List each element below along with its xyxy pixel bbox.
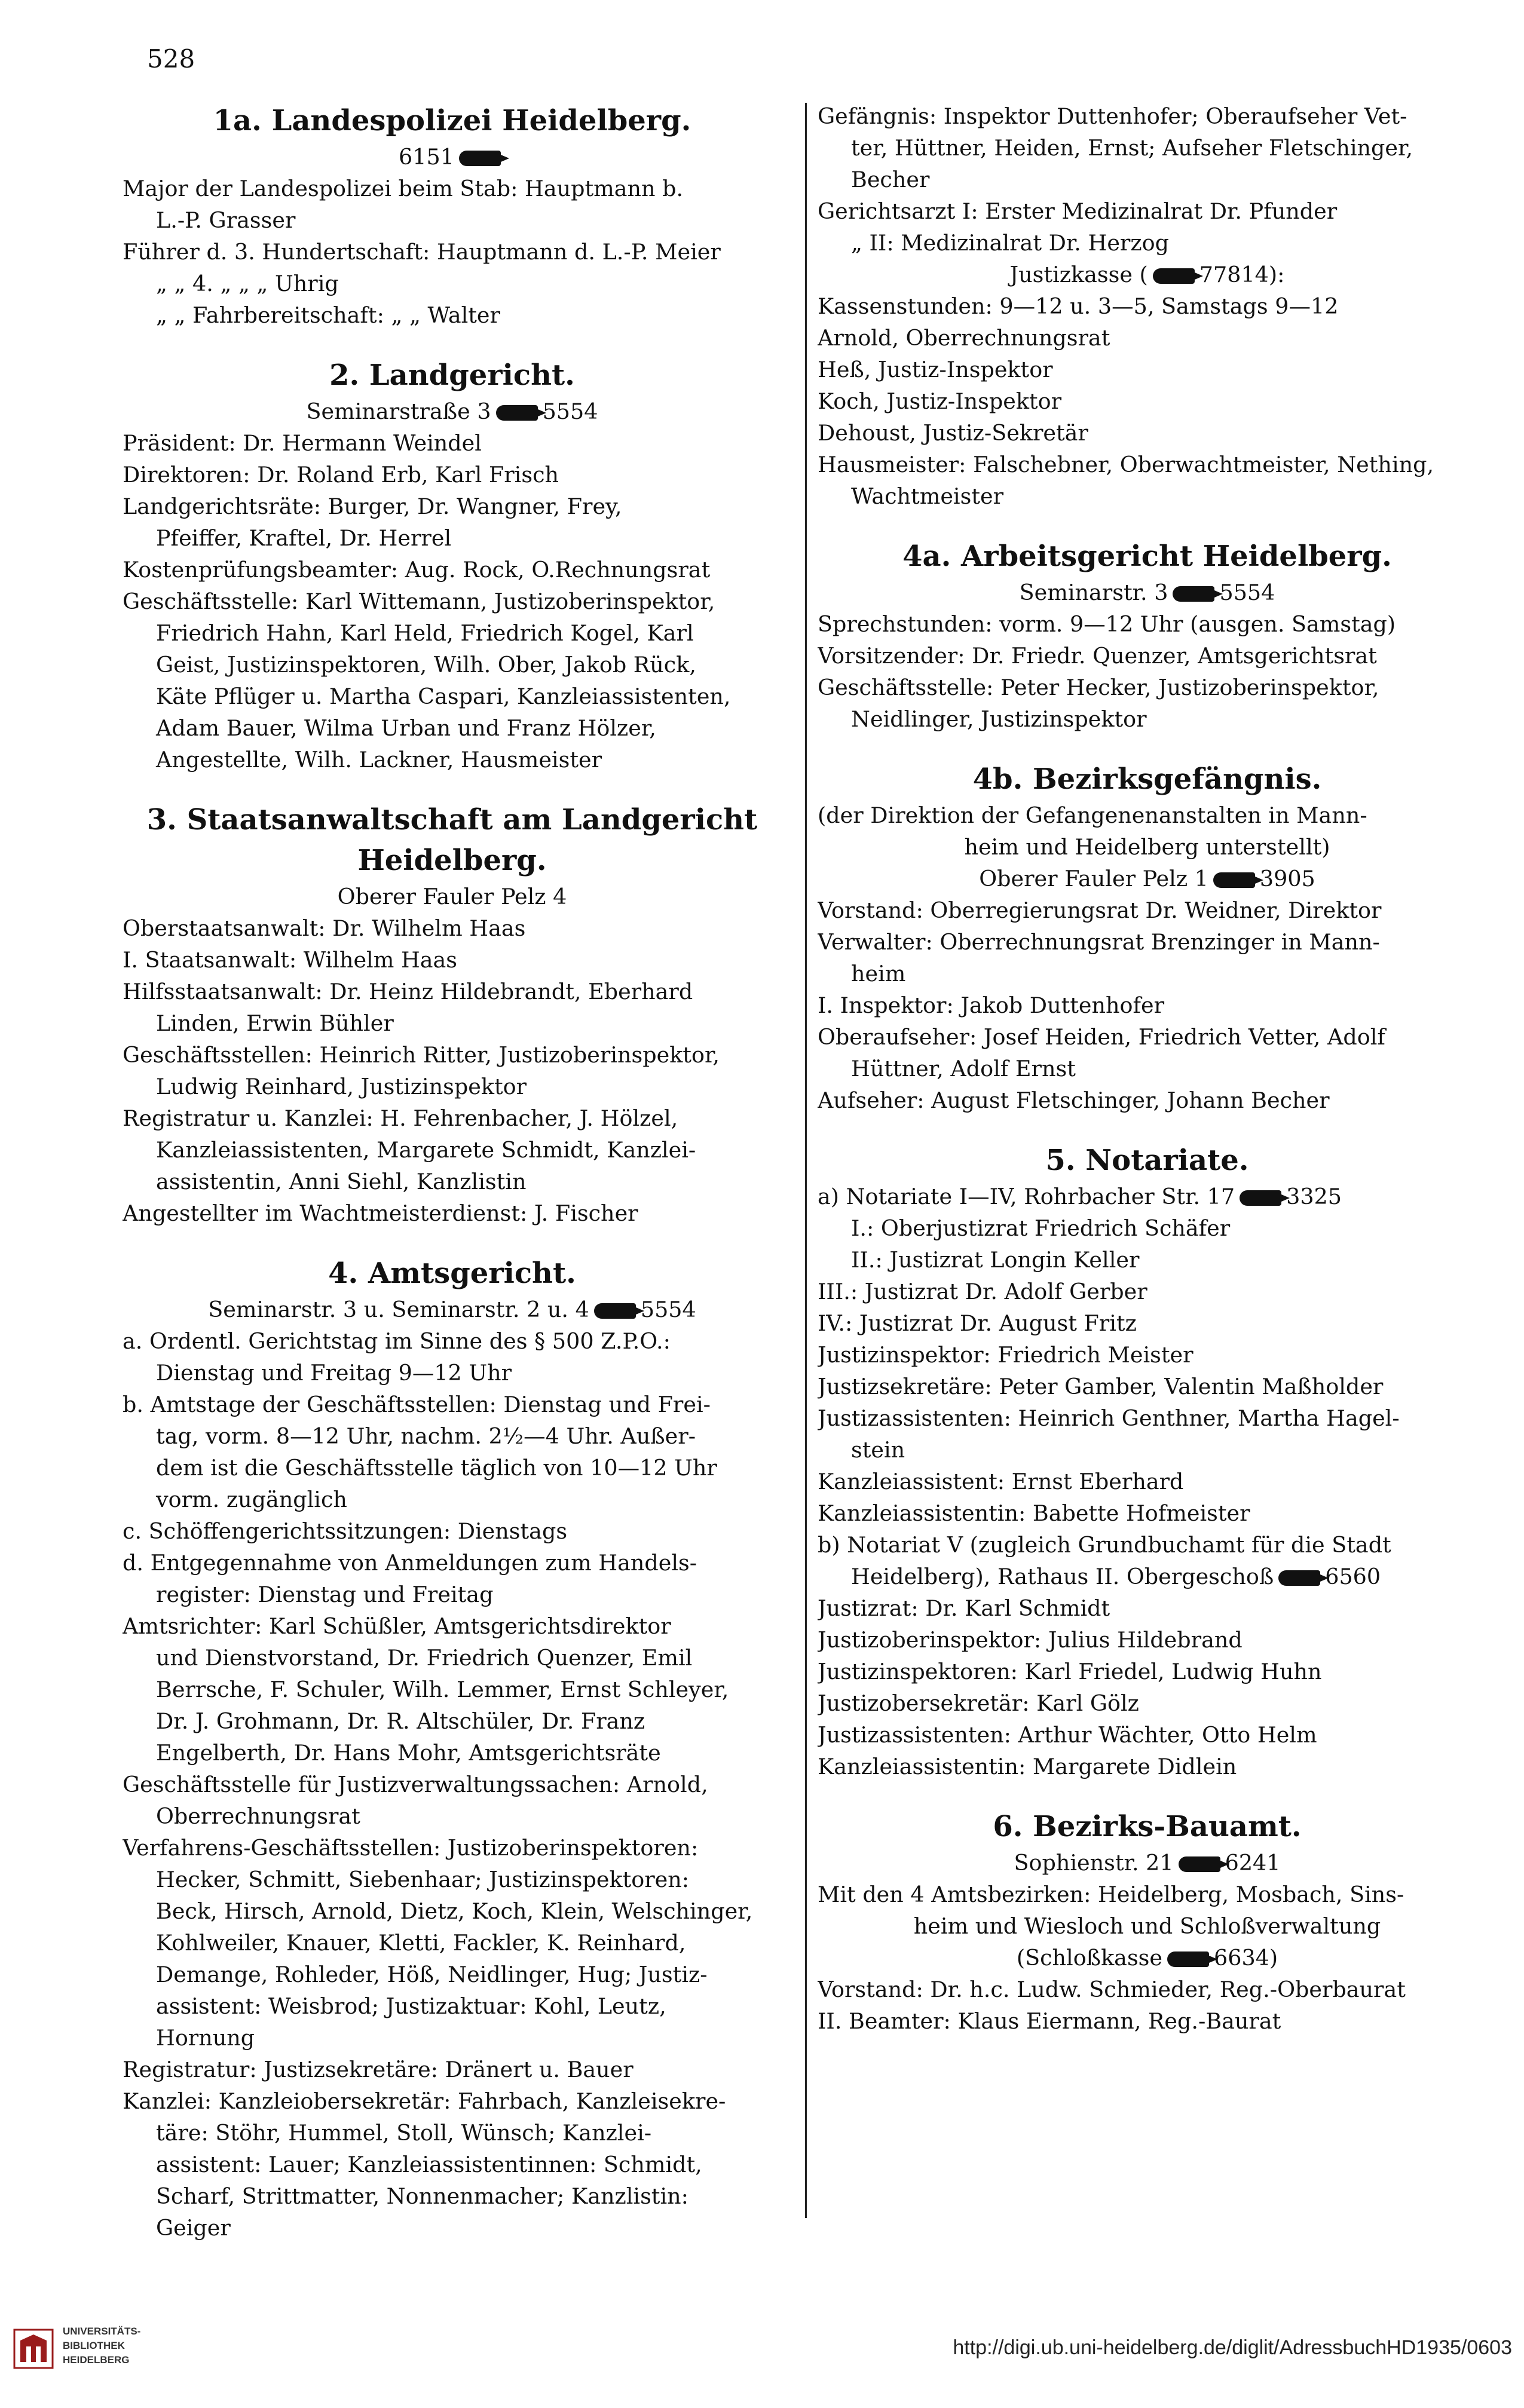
text-line bbox=[818, 799, 1477, 831]
logo-line-2: BIBLIOTHEK bbox=[63, 2340, 125, 2351]
line-text: Oberer Fauler Pelz 1 bbox=[979, 866, 1208, 891]
text-line bbox=[123, 1484, 782, 1515]
text-line bbox=[818, 1910, 1477, 1942]
text-line bbox=[123, 1769, 782, 1800]
text-line bbox=[818, 1751, 1477, 1782]
text-line bbox=[818, 577, 1477, 608]
text-line bbox=[818, 1212, 1477, 1244]
line-text: täre: Stöhr, Hummel, Stoll, Wünsch; Kanzlei- bbox=[156, 2120, 652, 2146]
line-text: heim und Wiesloch und Schloßverwaltung bbox=[913, 1913, 1381, 1939]
line-text: Neidlinger, Justizinspektor bbox=[851, 706, 1147, 732]
line-text: register: Dienstag und Freitag bbox=[156, 1582, 494, 1607]
text-line bbox=[123, 1832, 782, 1864]
line-text: Dienstag und Freitag 9—12 Uhr bbox=[156, 1360, 512, 1386]
line-text: (Schloßkasse bbox=[1016, 1945, 1163, 1971]
text-line bbox=[123, 1642, 782, 1674]
line-text: Landgerichtsräte: Burger, Dr. Wangner, Frey, bbox=[123, 494, 622, 519]
text-line bbox=[818, 926, 1477, 958]
text-line bbox=[123, 141, 782, 173]
line-text: Oberstaatsanwalt: Dr. Wilhelm Haas bbox=[123, 915, 526, 941]
text-line bbox=[818, 1084, 1477, 1116]
telephone-icon bbox=[1173, 586, 1214, 602]
line-text: Heß, Justiz-Inspektor bbox=[818, 357, 1053, 382]
text-line bbox=[123, 1389, 782, 1420]
text-line bbox=[123, 1895, 782, 1927]
text-line bbox=[818, 449, 1477, 480]
line-text: Kanzleiassistentin: Babette Hofmeister bbox=[818, 1500, 1250, 1526]
text-line bbox=[123, 1737, 782, 1769]
text-line bbox=[818, 1497, 1477, 1529]
text-line bbox=[123, 912, 782, 944]
text-line bbox=[123, 1039, 782, 1071]
line-text: Gefängnis: Inspektor Duttenhofer; Oberaufseher Vet- bbox=[818, 103, 1407, 129]
text-line bbox=[123, 1547, 782, 1579]
line-text: Oberaufseher: Josef Heiden, Friedrich Vetter, Adolf bbox=[818, 1024, 1385, 1050]
text-line bbox=[818, 640, 1477, 672]
library-logo-icon bbox=[13, 2329, 54, 2369]
line-text: Engelberth, Dr. Hans Mohr, Amtsgerichtsräte bbox=[156, 1740, 661, 1766]
text-line bbox=[123, 427, 782, 459]
text-line bbox=[818, 1371, 1477, 1402]
line-text: Hilfsstaatsanwalt: Dr. Heinz Hildebrandt, Eberhard bbox=[123, 979, 693, 1004]
text-line bbox=[123, 396, 782, 427]
text-line bbox=[123, 1705, 782, 1737]
line-text: Beck, Hirsch, Arnold, Dietz, Koch, Klein, Welschinger, bbox=[156, 1898, 753, 1924]
text-line bbox=[818, 2005, 1477, 2037]
line-text: Justizassistenten: Heinrich Genthner, Martha Hagel- bbox=[818, 1405, 1400, 1431]
text-line bbox=[123, 681, 782, 712]
section-heading bbox=[123, 840, 782, 881]
line-text: assistentin, Anni Siehl, Kanzlistin bbox=[156, 1169, 527, 1194]
text-line bbox=[123, 299, 782, 331]
text-line bbox=[123, 1674, 782, 1705]
line-text: c. Schöffengerichtssitzungen: Dienstags bbox=[123, 1518, 568, 1544]
text-line bbox=[818, 1402, 1477, 1434]
line-text: Oberrechnungsrat bbox=[156, 1803, 360, 1829]
text-line bbox=[123, 1325, 782, 1357]
line-text: und Dienstvorstand, Dr. Friedrich Quenzer, Emil bbox=[156, 1645, 693, 1671]
text-line bbox=[123, 1294, 782, 1325]
telephone-icon bbox=[1240, 1190, 1281, 1206]
text-line bbox=[123, 1007, 782, 1039]
section-heading bbox=[818, 1806, 1477, 1847]
text-line bbox=[123, 1102, 782, 1134]
text-line bbox=[818, 1021, 1477, 1053]
line-text: Hüttner, Adolf Ernst bbox=[851, 1056, 1076, 1082]
line-text: „ II: Medizinalrat Dr. Herzog bbox=[851, 230, 1169, 256]
line-text: tag, vorm. 8—12 Uhr, nachm. 2½—4 Uhr. Außer- bbox=[156, 1423, 696, 1449]
line-text: Seminarstr. 3 u. Seminarstr. 2 u. 4 bbox=[208, 1297, 589, 1322]
left-column bbox=[123, 100, 782, 2244]
line-text: Hornung bbox=[156, 2025, 255, 2051]
line-text: Pfeiffer, Kraftel, Dr. Herrel bbox=[156, 525, 452, 551]
text-line bbox=[818, 1244, 1477, 1276]
footer-bar bbox=[0, 2315, 1524, 2408]
text-line bbox=[123, 976, 782, 1007]
line-text: Heidelberg), Rathaus II. Obergeschoß bbox=[851, 1564, 1274, 1589]
right-column bbox=[818, 100, 1477, 2037]
line-text: Koch, Justiz-Inspektor bbox=[818, 388, 1062, 414]
line-text: Seminarstr. 3 bbox=[1019, 580, 1168, 605]
line-text: Sophienstr. 21 bbox=[1014, 1850, 1174, 1876]
line-text: (der Direktion der Gefangenenanstalten in Mann- bbox=[818, 802, 1367, 828]
text-line bbox=[818, 1466, 1477, 1497]
line-text: Kanzlei: Kanzleiobersekretär: Fahrbach, Kanzleisekre- bbox=[123, 2088, 726, 2114]
text-line bbox=[818, 703, 1477, 735]
line-text: Verwalter: Oberrechnungsrat Brenzinger in Mann- bbox=[818, 929, 1380, 955]
phone-number: 6241 bbox=[1225, 1850, 1281, 1876]
line-text: Justizoberinspektor: Julius Hildebrand bbox=[818, 1627, 1243, 1653]
line-text: Justizinspektoren: Karl Friedel, Ludwig Huhn bbox=[818, 1659, 1322, 1684]
line-text: Verfahrens-Geschäftsstellen: Justizoberinspektoren: bbox=[123, 1835, 699, 1861]
line-text: Sprechstunden: vorm. 9—12 Uhr (ausgen. Samstag) bbox=[818, 611, 1396, 637]
text-line bbox=[818, 1181, 1477, 1212]
line-text: Kanzleiassistenten, Margarete Schmidt, Kanzlei- bbox=[156, 1137, 696, 1163]
text-line bbox=[123, 586, 782, 617]
line-text: 2. Landgericht. bbox=[329, 359, 575, 392]
line-text: Heidelberg. bbox=[357, 844, 547, 877]
line-text: Registratur u. Kanzlei: H. Fehrenbacher, J. Hölzel, bbox=[123, 1105, 678, 1131]
line-text: Linden, Erwin Bühler bbox=[156, 1010, 394, 1036]
text-line bbox=[123, 459, 782, 491]
line-text: Präsident: Dr. Hermann Weindel bbox=[123, 430, 482, 456]
text-line bbox=[818, 894, 1477, 926]
section-heading bbox=[818, 536, 1477, 577]
text-line bbox=[123, 522, 782, 554]
text-line bbox=[123, 944, 782, 976]
line-text: I. Staatsanwalt: Wilhelm Haas bbox=[123, 947, 458, 973]
line-text: assistent: Weisbrod; Justizaktuar: Kohl, Leutz, bbox=[156, 1993, 666, 2019]
text-line bbox=[818, 958, 1477, 989]
logo-line-1: UNIVERSITÄTS- bbox=[63, 2326, 141, 2337]
text-line bbox=[818, 227, 1477, 259]
text-line bbox=[818, 1592, 1477, 1624]
text-line bbox=[123, 1357, 782, 1389]
logo-line-3: HEIDELBERG bbox=[63, 2354, 130, 2366]
text-line bbox=[123, 649, 782, 681]
text-line bbox=[818, 1942, 1477, 1974]
line-text: Geschäftsstelle: Karl Wittemann, Justizoberinspektor, bbox=[123, 589, 715, 614]
line-text: heim und Heidelberg unterstellt) bbox=[964, 834, 1330, 860]
line-text: Dr. J. Grohmann, Dr. R. Altschüler, Dr. Franz bbox=[156, 1708, 645, 1734]
text-line bbox=[123, 1134, 782, 1166]
line-text: Kanzleiassistentin: Margarete Didlein bbox=[818, 1754, 1237, 1779]
text-line bbox=[818, 354, 1477, 385]
line-text: 4. Amtsgericht. bbox=[328, 1257, 576, 1290]
text-line bbox=[818, 322, 1477, 354]
text-line bbox=[818, 417, 1477, 449]
text-line bbox=[123, 617, 782, 649]
line-text: 4a. Arbeitsgericht Heidelberg. bbox=[902, 540, 1392, 573]
text-line bbox=[123, 2085, 782, 2117]
line-text: Vorsitzender: Dr. Friedr. Quenzer, Amtsgerichtsrat bbox=[818, 643, 1377, 669]
line-text: b. Amtstage der Geschäftsstellen: Dienstag und Frei- bbox=[123, 1392, 711, 1417]
section-heading bbox=[818, 1140, 1477, 1181]
text-line bbox=[818, 1624, 1477, 1656]
telephone-icon bbox=[1213, 872, 1255, 888]
text-line bbox=[123, 1197, 782, 1229]
line-text: Justizobersekretär: Karl Gölz bbox=[818, 1690, 1139, 1716]
text-line bbox=[818, 1719, 1477, 1751]
text-line bbox=[818, 831, 1477, 863]
line-text: Oberer Fauler Pelz 4 bbox=[337, 884, 567, 909]
text-line bbox=[818, 100, 1477, 132]
text-line bbox=[818, 1339, 1477, 1371]
section-heading bbox=[123, 1253, 782, 1294]
text-line bbox=[123, 2212, 782, 2244]
text-line bbox=[818, 863, 1477, 894]
line-text: Geschäftsstelle für Justizverwaltungssachen: Arnold, bbox=[123, 1772, 708, 1797]
line-text: Adam Bauer, Wilma Urban und Franz Hölzer, bbox=[156, 715, 656, 741]
section-heading bbox=[123, 799, 782, 840]
text-line bbox=[123, 554, 782, 586]
line-text: Direktoren: Dr. Roland Erb, Karl Frisch bbox=[123, 462, 559, 488]
phone-number: 6634) bbox=[1214, 1945, 1278, 1971]
text-line bbox=[123, 1959, 782, 1990]
line-text: Kassenstunden: 9—12 u. 3—5, Samstags 9—12 bbox=[818, 293, 1339, 319]
text-line bbox=[123, 2022, 782, 2054]
line-text: Kostenprüfungsbeamter: Aug. Rock, O.Rechnungsrat bbox=[123, 557, 711, 583]
text-line bbox=[123, 2149, 782, 2180]
text-line bbox=[123, 1610, 782, 1642]
line-text: 4b. Bezirksgefängnis. bbox=[972, 762, 1322, 796]
line-text: Registratur: Justizsekretäre: Dränert u. Bauer bbox=[123, 2057, 634, 2082]
line-text: Justizinspektor: Friedrich Meister bbox=[818, 1342, 1194, 1368]
library-logo-text bbox=[63, 2324, 140, 2367]
line-text: II.: Justizrat Longin Keller bbox=[851, 1247, 1140, 1273]
line-text: Amtsrichter: Karl Schüßler, Amtsgerichtsdirektor bbox=[123, 1613, 671, 1639]
text-line bbox=[818, 1974, 1477, 2005]
line-text: a) Notariate I—IV, Rohrbacher Str. 17 bbox=[818, 1184, 1235, 1209]
line-text: Friedrich Hahn, Karl Held, Friedrich Kogel, Karl bbox=[156, 620, 694, 646]
telephone-icon bbox=[1278, 1570, 1320, 1586]
line-text: Vorstand: Oberregierungsrat Dr. Weidner, Direktor bbox=[818, 897, 1382, 923]
line-text: Geschäftsstellen: Heinrich Ritter, Justizoberinspektor, bbox=[123, 1042, 720, 1068]
line-text: IV.: Justizrat Dr. August Fritz bbox=[818, 1310, 1137, 1336]
phone-number: 5554 bbox=[542, 399, 598, 424]
telephone-icon bbox=[459, 151, 501, 166]
phone-number: 3325 bbox=[1286, 1184, 1342, 1209]
page-number: 528 bbox=[147, 44, 195, 73]
line-text: 3. Staatsanwaltschaft am Landgericht bbox=[146, 803, 758, 837]
line-text: assistent: Lauer; Kanzleiassistentinnen: Schmidt, bbox=[156, 2152, 702, 2177]
line-text: Geiger bbox=[156, 2215, 231, 2241]
line-text: Arnold, Oberrechnungsrat bbox=[818, 325, 1110, 351]
phone-number: 3905 bbox=[1259, 866, 1315, 891]
line-text: dem ist die Geschäftsstelle täglich von 10—12 Uhr bbox=[156, 1455, 717, 1481]
telephone-icon bbox=[594, 1303, 636, 1319]
telephone-icon bbox=[496, 405, 538, 421]
line-text: Dehoust, Justiz-Sekretär bbox=[818, 420, 1088, 446]
line-text: Geist, Justizinspektoren, Wilh. Ober, Jakob Rück, bbox=[156, 652, 696, 678]
section-heading bbox=[123, 100, 782, 141]
line-text: Kohlweiler, Knauer, Kletti, Fackler, K. Reinhard, bbox=[156, 1930, 686, 1956]
line-text: vorm. zugänglich bbox=[156, 1487, 347, 1512]
line-text: II. Beamter: Klaus Eiermann, Reg.-Baurat bbox=[818, 2008, 1281, 2034]
line-text: Hecker, Schmitt, Siebenhaar; Justizinspektoren: bbox=[156, 1867, 690, 1892]
text-line bbox=[123, 2180, 782, 2212]
line-text: Becher bbox=[851, 167, 930, 192]
text-line bbox=[123, 491, 782, 522]
text-line bbox=[818, 195, 1477, 227]
line-text: Vorstand: Dr. h.c. Ludw. Schmieder, Reg.-Oberbaurat bbox=[818, 1977, 1406, 2002]
line-text: Ludwig Reinhard, Justizinspektor bbox=[156, 1074, 527, 1099]
text-line bbox=[123, 881, 782, 912]
line-text: Führer d. 3. Hundertschaft: Hauptmann d. L.-P. Meier bbox=[123, 239, 721, 265]
text-line bbox=[123, 2054, 782, 2085]
line-text: Geschäftsstelle: Peter Hecker, Justizoberinspektor, bbox=[818, 675, 1379, 700]
text-line bbox=[123, 1800, 782, 1832]
line-text: Justizkasse ( bbox=[1009, 262, 1148, 287]
line-text: b) Notariat V (zugleich Grundbuchamt für die Stadt bbox=[818, 1532, 1391, 1558]
text-line bbox=[818, 132, 1477, 164]
line-text: Justizassistenten: Arthur Wächter, Otto Helm bbox=[818, 1722, 1317, 1748]
line-text: Kanzleiassistent: Ernst Eberhard bbox=[818, 1469, 1184, 1494]
text-line bbox=[818, 259, 1477, 290]
text-line bbox=[123, 1420, 782, 1452]
text-line bbox=[818, 1561, 1477, 1592]
text-line bbox=[123, 1515, 782, 1547]
text-line bbox=[818, 1276, 1477, 1307]
text-line bbox=[123, 1166, 782, 1197]
text-line bbox=[818, 608, 1477, 640]
phone-number: 77814): bbox=[1199, 262, 1285, 287]
line-text: I. Inspektor: Jakob Duttenhofer bbox=[818, 992, 1165, 1018]
line-text: Seminarstraße 3 bbox=[306, 399, 491, 424]
line-text: 6. Bezirks-Bauamt. bbox=[993, 1810, 1302, 1843]
line-text: Justizsekretäre: Peter Gamber, Valentin Maßholder bbox=[818, 1374, 1384, 1399]
line-text: Wachtmeister bbox=[851, 483, 1004, 509]
text-line bbox=[818, 480, 1477, 512]
line-text: a. Ordentl. Gerichtstag im Sinne des § 500 Z.P.O.: bbox=[123, 1328, 671, 1354]
line-text: heim bbox=[851, 961, 906, 987]
text-line bbox=[818, 1879, 1477, 1910]
line-text: L.-P. Grasser bbox=[156, 207, 296, 233]
section-heading bbox=[123, 355, 782, 396]
section-heading bbox=[818, 759, 1477, 799]
line-text: III.: Justizrat Dr. Adolf Gerber bbox=[818, 1279, 1147, 1304]
line-text: I.: Oberjustizrat Friedrich Schäfer bbox=[851, 1215, 1231, 1241]
text-line bbox=[123, 1071, 782, 1102]
text-line bbox=[818, 290, 1477, 322]
text-line bbox=[123, 268, 782, 299]
line-text: Hausmeister: Falschebner, Oberwachtmeister, Nething, bbox=[818, 452, 1434, 477]
line-text: Angestellter im Wachtmeisterdienst: J. Fischer bbox=[123, 1200, 638, 1226]
telephone-icon bbox=[1153, 268, 1195, 284]
text-line bbox=[818, 1847, 1477, 1879]
telephone-icon bbox=[1167, 1951, 1209, 1967]
line-text: Justizrat: Dr. Karl Schmidt bbox=[818, 1595, 1110, 1621]
text-line bbox=[123, 1990, 782, 2022]
source-url-link[interactable]: http://digi.ub.uni-heidelberg.de/diglit/AdressbuchHD1935/0603 bbox=[953, 2336, 1512, 2359]
phone-number: 6560 bbox=[1325, 1564, 1381, 1589]
text-line bbox=[818, 164, 1477, 195]
telephone-icon bbox=[1179, 1856, 1220, 1872]
line-text: Demange, Rohleder, Höß, Neidlinger, Hug; Justiz- bbox=[156, 1962, 708, 1987]
text-line bbox=[818, 385, 1477, 417]
line-text: Major der Landespolizei beim Stab: Hauptmann b. bbox=[123, 176, 684, 201]
line-text: „ „ Fahrbereitschaft: „ „ Walter bbox=[156, 302, 500, 328]
line-text: Scharf, Strittmatter, Nonnenmacher; Kanzlistin: bbox=[156, 2183, 688, 2209]
line-text: 5. Notariate. bbox=[1045, 1144, 1249, 1177]
text-line bbox=[123, 1579, 782, 1610]
line-text: 1a. Landespolizei Heidelberg. bbox=[213, 104, 691, 137]
line-text: d. Entgegennahme von Anmeldungen zum Handels- bbox=[123, 1550, 697, 1576]
line-text: 6151 bbox=[399, 144, 454, 170]
text-line bbox=[123, 2117, 782, 2149]
phone-number: 5554 bbox=[640, 1297, 696, 1322]
text-line bbox=[818, 1053, 1477, 1084]
text-line bbox=[123, 712, 782, 744]
column-rule bbox=[805, 103, 807, 2218]
line-text: ter, Hüttner, Heiden, Ernst; Aufseher Fletschinger, bbox=[851, 135, 1413, 161]
text-line bbox=[123, 1452, 782, 1484]
text-line bbox=[818, 1656, 1477, 1687]
line-text: Käte Pflüger u. Martha Caspari, Kanzleiassistenten, bbox=[156, 684, 731, 709]
phone-number: 5554 bbox=[1219, 580, 1275, 605]
text-line bbox=[818, 1307, 1477, 1339]
line-text: Gerichtsarzt I: Erster Medizinalrat Dr. Pfunder bbox=[818, 198, 1338, 224]
text-line bbox=[123, 173, 782, 204]
line-text: stein bbox=[851, 1437, 905, 1463]
text-line bbox=[123, 1927, 782, 1959]
text-line bbox=[818, 1687, 1477, 1719]
text-line bbox=[818, 1529, 1477, 1561]
line-text: Angestellte, Wilh. Lackner, Hausmeister bbox=[156, 747, 602, 773]
line-text: „ „ 4. „ „ „ Uhrig bbox=[156, 271, 339, 296]
line-text: Mit den 4 Amtsbezirken: Heidelberg, Mosbach, Sins- bbox=[818, 1882, 1404, 1907]
text-line bbox=[123, 744, 782, 776]
text-line bbox=[818, 989, 1477, 1021]
text-line bbox=[123, 236, 782, 268]
line-text: Berrsche, F. Schuler, Wilh. Lemmer, Ernst Schleyer, bbox=[156, 1677, 729, 1702]
text-line bbox=[818, 1434, 1477, 1466]
line-text: Aufseher: August Fletschinger, Johann Becher bbox=[818, 1087, 1330, 1113]
text-line bbox=[818, 672, 1477, 703]
text-line bbox=[123, 1864, 782, 1895]
text-line bbox=[123, 204, 782, 236]
